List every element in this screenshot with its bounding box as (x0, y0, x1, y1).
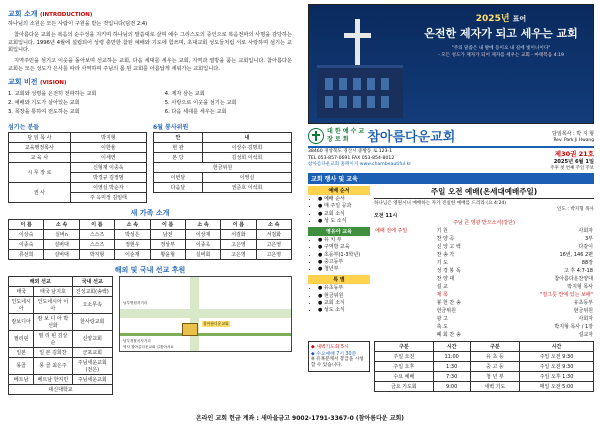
mission-region: 몽골 (9, 357, 34, 374)
vision-table (8, 89, 292, 116)
cell: 황윤형 (150, 249, 185, 259)
order-section (374, 266, 436, 274)
special-header: 특 별 (308, 275, 370, 284)
serving-slot: 이번달 (154, 172, 203, 182)
events-bar: 교회 행사 및 교육 (308, 173, 594, 184)
banner-text (413, 11, 589, 58)
cell: 주일 오후 1:30 (520, 372, 594, 382)
domestic-item: 한사랑교회 (72, 313, 113, 330)
special-item[interactable]: • ● 현금위원 (318, 293, 370, 300)
cell: 중 고 등 (470, 362, 519, 372)
order-section: 예배 전에 주일 (375, 227, 408, 234)
overseas-header: 해외 선교 (9, 276, 73, 286)
order-item: 축 도 (436, 323, 448, 330)
domestic-item: 신양교회 (72, 330, 113, 347)
order-person: 사회자 (578, 227, 593, 234)
cell: 주일 오전 9:30 (520, 362, 594, 372)
mission-table (8, 276, 113, 395)
mission-person: 일 본 김희찬 (34, 347, 72, 357)
menu-item[interactable]: • ● 예배 순서 (318, 196, 370, 203)
church-identity-bar (308, 124, 594, 148)
notice-line-1: ◆ 새벽기도회 5시 (311, 345, 349, 350)
education-header: 영유아 교육 (308, 227, 370, 236)
cell: 새벽 기도 (470, 382, 519, 392)
intro-paragraph-2: 지역주민을 섬기고 이웃을 돌아보며 선교하는 교회, 다음 세대를 세우는 교회, 지역과 열방을 품는 교회입니다. 참아름다운 교회는 모든 성도가 은사를 따라 사역하며 주님의 몸 된 교회를 아름답게 세워가는 교회입니다. (8, 58, 292, 72)
month-serving-table (153, 132, 292, 193)
menu-header: 예배 순서 (308, 186, 370, 195)
cell: 이종숙 (9, 239, 44, 249)
special-list (318, 285, 370, 314)
domestic-item: 군포교회 (72, 347, 113, 357)
cell: 서검화 (256, 229, 291, 239)
domestic-header: 국내 선교 (72, 276, 113, 286)
col-header: 이 름 (221, 219, 256, 229)
serving-role: 권 사 (9, 182, 71, 202)
domestic-item: 진성교회(송백) (72, 286, 113, 296)
cell: 유 초 등 (470, 352, 519, 362)
vision-item: 4. 제자 삼는 교회 (164, 90, 205, 97)
serving-person: 박지형 (70, 132, 146, 142)
menu-list (318, 196, 370, 225)
order-row (374, 250, 594, 258)
service-schedule-table (374, 341, 594, 392)
month-serving-title: 6월 봉사위원 (153, 123, 189, 131)
order-item: 헌금위원 (436, 307, 456, 314)
order-person: 참아름다운찬양대 (554, 275, 593, 282)
order-row (374, 258, 594, 266)
mission-person: 베트남 한지민 (34, 374, 72, 384)
serving-person: 권준호 이석희 (202, 182, 291, 192)
vision-item: 2. 예배와 기도가 살아있는 교회 (8, 99, 80, 106)
serving-slot: 다음달 (154, 182, 203, 192)
cell: 정현우 (115, 239, 150, 249)
order-row (374, 298, 594, 306)
cell: 주일 오전 (375, 352, 434, 362)
worship-time: 오전 11시 (374, 213, 398, 219)
order-item: 설 교 (436, 283, 448, 290)
serving-title: 섬기는 분들 (8, 123, 40, 131)
vision-heading (8, 77, 292, 87)
address-line-1: 38460 경상북도 경산시 중방동 로 123-1 (308, 149, 393, 154)
col-header: 안 (154, 132, 203, 142)
order-section (374, 282, 436, 290)
notice-line-2: ◆ 수요예배 7시 30분 (311, 352, 357, 357)
serving-role: 교육행정목사 (9, 142, 71, 152)
map-label: 남부병원자거리 (123, 300, 148, 305)
cell: 주일 오전 9:30 (520, 352, 594, 362)
order-row (374, 242, 594, 250)
notice-box (308, 341, 370, 372)
order-section (374, 242, 436, 250)
mission-person: 몽 골 최은주 (34, 357, 72, 374)
cell: 고은영 (221, 249, 256, 259)
order-row (374, 282, 594, 290)
order-row (374, 234, 594, 242)
cell: 실버대 (44, 249, 79, 259)
cell: 스스즈 (79, 229, 114, 239)
order-section (374, 290, 436, 298)
cell: 7:30 (433, 372, 470, 382)
serving-table (8, 132, 147, 203)
cell: 이종욱 (185, 239, 220, 249)
menu-item[interactable]: • ● 매 주일 공과 (318, 203, 370, 210)
vision-item: 1. 교회와 성령을 온전히 전파하는 교회 (8, 90, 97, 97)
order-person: 다같이 (578, 243, 593, 250)
serving-role: 담 임 목 사 (9, 132, 71, 142)
denomination-logo-icon (308, 128, 324, 144)
serving-person: 이영실 (202, 172, 291, 182)
cell: 박지형 (79, 249, 114, 259)
col-header: 소 속 (185, 219, 220, 229)
col-header: 시간 (520, 342, 594, 352)
col-header: 이 름 (150, 219, 185, 229)
special-item[interactable]: • ● 성도 소식 (318, 307, 370, 314)
footer-offering-account: 온라인 교회 헌금 계좌 : 새마을금고 9002-1791-3367-0 (참아름다운 교회) (195, 415, 405, 422)
serving-person: 신형재 이종욱 (70, 162, 146, 172)
order-row (374, 226, 594, 234)
order-person: 현금위원 (573, 307, 593, 314)
intro-heading (8, 9, 292, 19)
issue-date: 2025년 6월 1일 (553, 159, 594, 165)
order-section (374, 258, 436, 266)
education-list (318, 237, 370, 273)
order-item: 광 고 (436, 315, 448, 322)
order-section (374, 314, 436, 322)
cell: 서검화 (221, 229, 256, 239)
cell: 남전 (150, 229, 185, 239)
serving-person: 이영실 박순자 (70, 182, 146, 192)
education-item[interactable]: • ● 유 치 부 (318, 237, 370, 244)
order-person: 박지형 목사 / 1장 (554, 323, 593, 330)
order-section (374, 234, 436, 242)
menu-item[interactable]: • ● 교회 소식 (318, 211, 370, 218)
notice-line-3: ※ 유혹분께서 봉급을 시청할 수 있습니다. (311, 357, 364, 369)
worship-order-table (374, 226, 594, 338)
order-item: 찬 양 곡 (436, 235, 455, 242)
worship-title: 주일 오전 예배(온세대예배주일) (374, 186, 594, 199)
order-person: 사회자 (578, 315, 593, 322)
order-person: 16번, 146 2편 (559, 251, 593, 258)
order-row (374, 290, 594, 298)
issue-number: 제30권 21호 (554, 150, 594, 158)
order-item: 찬 양 대 (436, 275, 455, 282)
table-row (375, 382, 594, 392)
cell: 고은영 (256, 249, 291, 259)
cell: 실버대 (44, 239, 79, 249)
order-item: 기 도 (436, 259, 448, 266)
right-page (302, 0, 600, 424)
order-item: 신 앙 고 백 (436, 243, 461, 250)
education-item[interactable]: • ● 초등부(1-3학년) (318, 252, 370, 259)
order-item: 폐 회 찬 송 (436, 331, 461, 338)
offering-committee-header: 헌금위원 (154, 162, 292, 172)
homepage-link[interactable]: 참아름다운교회 홈페이지 www.chambeautiful.kr (308, 162, 412, 168)
serving-person: 김성희 이석희 (202, 152, 291, 162)
order-row (374, 322, 594, 330)
order-person: 3부 (584, 235, 593, 242)
vision-title-en: (VISION) (39, 79, 67, 86)
worship-subtitle: 주님 큰 영광 받으소서(강단) (453, 220, 515, 226)
cell: 주일 오후 (375, 362, 434, 372)
cell: 수요 예배 (375, 372, 434, 382)
new-family-table (8, 219, 292, 260)
cell: 1:30 (433, 362, 470, 372)
serving-person: 이상수 김명희 (202, 142, 291, 152)
worship-theme: 하나님은 영원시니 예배하는 자가 진실한 예배를 드리라 (요 4:24) (374, 201, 507, 206)
col-header: 내 (202, 132, 291, 142)
pastor-name: 담임목사 : 박 지 형 (552, 130, 594, 137)
cell: 금요 기도회 (375, 382, 434, 392)
order-item: 기 원 (436, 227, 448, 234)
col-header: 구분 (375, 342, 434, 352)
serving-slot: 본 당 (154, 152, 203, 162)
order-item: 제 목 (436, 291, 448, 298)
col-header: 시간 (433, 342, 470, 352)
order-row (374, 306, 594, 314)
year-theme-banner (308, 4, 594, 124)
cell: 청 년 부 (470, 372, 519, 382)
intro-paragraph-1: 참아름다운 교회는 복음의 순수성을 지키며 하나님의 말씀대로 살며 예수 그리스도의 증인으로 복음전파의 사명을 감당하는 교회입니다. 1996년 4월에 설립되어 성령 충만한 참된 예배와 기도에 힘쓰며, 초대교회 성도들처럼 서로 사랑하며 섬기는 교회입니다. (8, 31, 292, 54)
left-menu-column (308, 186, 370, 338)
education-item[interactable]: • ● 구역방 교육 (318, 244, 370, 251)
mission-person: 태국 남지호 (34, 286, 72, 296)
order-section (374, 250, 436, 258)
education-item[interactable]: • ● 청년부 (318, 266, 370, 273)
denomination-label: 대 한 예 수 교 장 로 회 (327, 127, 365, 143)
cell: 이상숙 (9, 229, 44, 239)
intro-title: 교회 소개 (8, 10, 38, 18)
map-label: 남부경찰서사거리 (123, 338, 151, 343)
worship-guide: 인도 : 박지형 목사 (557, 207, 594, 212)
mission-person: 인도네시아 이아 (34, 296, 72, 313)
table-row (9, 249, 292, 259)
domestic-item: 주님세운교회(전은) (72, 357, 113, 374)
pastor-info (552, 131, 594, 145)
domestic-item: 주님세운교회 (72, 374, 113, 384)
mission-region: 인도네시아 (9, 296, 34, 313)
mission-region: 캄보디아 (9, 313, 34, 330)
order-section (374, 330, 436, 338)
cell: 스스즈 (79, 239, 114, 249)
cell: 11:00 (433, 352, 470, 362)
order-item: 찬 송 가 (436, 251, 455, 258)
issue-note: 주후 첫 번째 주일 주보 (550, 166, 594, 171)
table-row (375, 352, 594, 362)
serving-role: 시 무 장 로 (9, 162, 71, 182)
cell: 실버ח (44, 229, 79, 239)
banner-verse-1: "주의 말씀은 내 발에 등이요 내 길에 빛이니이다" (451, 45, 551, 51)
cell: 매일 오전 5:00 (520, 382, 594, 392)
map-caption: 역사 참아름다운교회 길찾아서요 (123, 344, 174, 349)
banner-verse-2: - 모든 성도가 제자가 되어 제자를 세우는 교회 - 마태복음 4:19 (438, 53, 564, 59)
serving-role: 교 육 사 (9, 152, 71, 162)
cell: 고은영 (256, 239, 291, 249)
order-person: 고 후 4:7-18 (563, 267, 593, 274)
order-section (374, 322, 436, 330)
mission-region: 필리핀 (9, 330, 34, 347)
worship-order-column (374, 186, 594, 338)
cell: 정상부 (150, 239, 185, 249)
intro-title-en: (INTRODUCTION) (39, 12, 93, 18)
church-address-block (308, 149, 411, 169)
order-person: 박지형 목사 (567, 283, 593, 290)
col-header: 이 름 (9, 219, 44, 229)
table-row (9, 229, 292, 239)
col-header: 이 름 (79, 219, 114, 229)
serving-slot: 현 관 (154, 142, 203, 152)
map-church-marker (182, 323, 198, 336)
domestic-item: 오소무속 (72, 296, 113, 313)
col-header: 구분 (470, 342, 519, 352)
serving-person: 이세연 (70, 152, 146, 162)
order-section (374, 274, 436, 282)
special-item[interactable]: • ● 교회 소식 (318, 300, 370, 307)
vision-item: 6. 다음 세대를 세우는 교회 (164, 108, 227, 115)
mission-person: 필 리 핀 김상순 (34, 330, 72, 347)
order-row (374, 330, 594, 338)
serving-person: 이한율 (70, 142, 146, 152)
vision-item: 3. 목장을 통하여 전도하는 교회 (8, 108, 80, 115)
order-section (374, 298, 436, 306)
mission-person: 캄 보 디 아 박선화 (34, 313, 72, 330)
order-person: 유초등부 (573, 299, 593, 306)
order-person: "질그릇 안에 있는 보배" (540, 291, 593, 298)
table-row (375, 372, 594, 382)
table-row (375, 362, 594, 372)
map-label-church: 참아름다운교회 (203, 320, 229, 326)
church-name: 참아름다운교회 (367, 130, 456, 145)
cell: 9:00 (433, 382, 470, 392)
col-header: 소 속 (256, 219, 291, 229)
order-item: 성 경 봉 독 (436, 267, 461, 274)
church-location-map[interactable] (119, 276, 292, 352)
order-section (374, 306, 436, 314)
table-row (9, 239, 292, 249)
col-header: 소 속 (115, 219, 150, 229)
mission-region: 베트남 (9, 374, 34, 384)
cell: 이상재 (185, 229, 220, 239)
cell: 박성은 (115, 229, 150, 239)
cell: 실버회 (185, 249, 220, 259)
mission-title: 해외 및 국내 선교 후원 (114, 265, 186, 274)
school-item: 대신대학교 (9, 384, 113, 394)
order-row (374, 266, 594, 274)
vision-item: 5. 사랑으로 이웃을 섬기는 교회 (164, 99, 237, 106)
pastor-name-en: Rev. Park Ji Hwang (553, 138, 594, 144)
cell: 고은영 (221, 239, 256, 249)
intro-lead: 하나님의 소원은 모든 사람이 구원을 받는 것입니다(딤전 2:4) (8, 21, 148, 27)
order-person: 88장 (581, 259, 593, 266)
mission-region: 태국 (9, 286, 34, 296)
special-item[interactable]: • ● 유초등부 (318, 285, 370, 292)
order-row (374, 314, 594, 322)
cell: 류선희 (9, 249, 44, 259)
church-building-illustration (317, 65, 403, 118)
serving-person: 주 옥미정 김임태 (70, 192, 146, 202)
new-family-title: 새 가족 소개 (130, 208, 170, 217)
serving-person: 박경규 김정범 (70, 172, 146, 182)
menu-item[interactable]: • ● 성 도 소식 (318, 218, 370, 225)
banner-slogan: 온전한 제자가 되고 세우는 교회 (424, 27, 578, 40)
vision-title: 교회 비전 (8, 77, 38, 86)
mission-region: 일본 (9, 347, 34, 357)
education-item[interactable]: • ● 중고등부 (318, 259, 370, 266)
col-header: 소 속 (44, 219, 79, 229)
banner-year: 2025년 표어 (475, 14, 527, 24)
order-row (374, 274, 594, 282)
address-line-2: TEL 053-857-0691 FAX 053-854-8012 (308, 155, 395, 161)
order-item: 봉 헌 찬 송 (436, 299, 461, 306)
order-person: 설교자 (578, 331, 593, 338)
cell: 이순재 (115, 249, 150, 259)
